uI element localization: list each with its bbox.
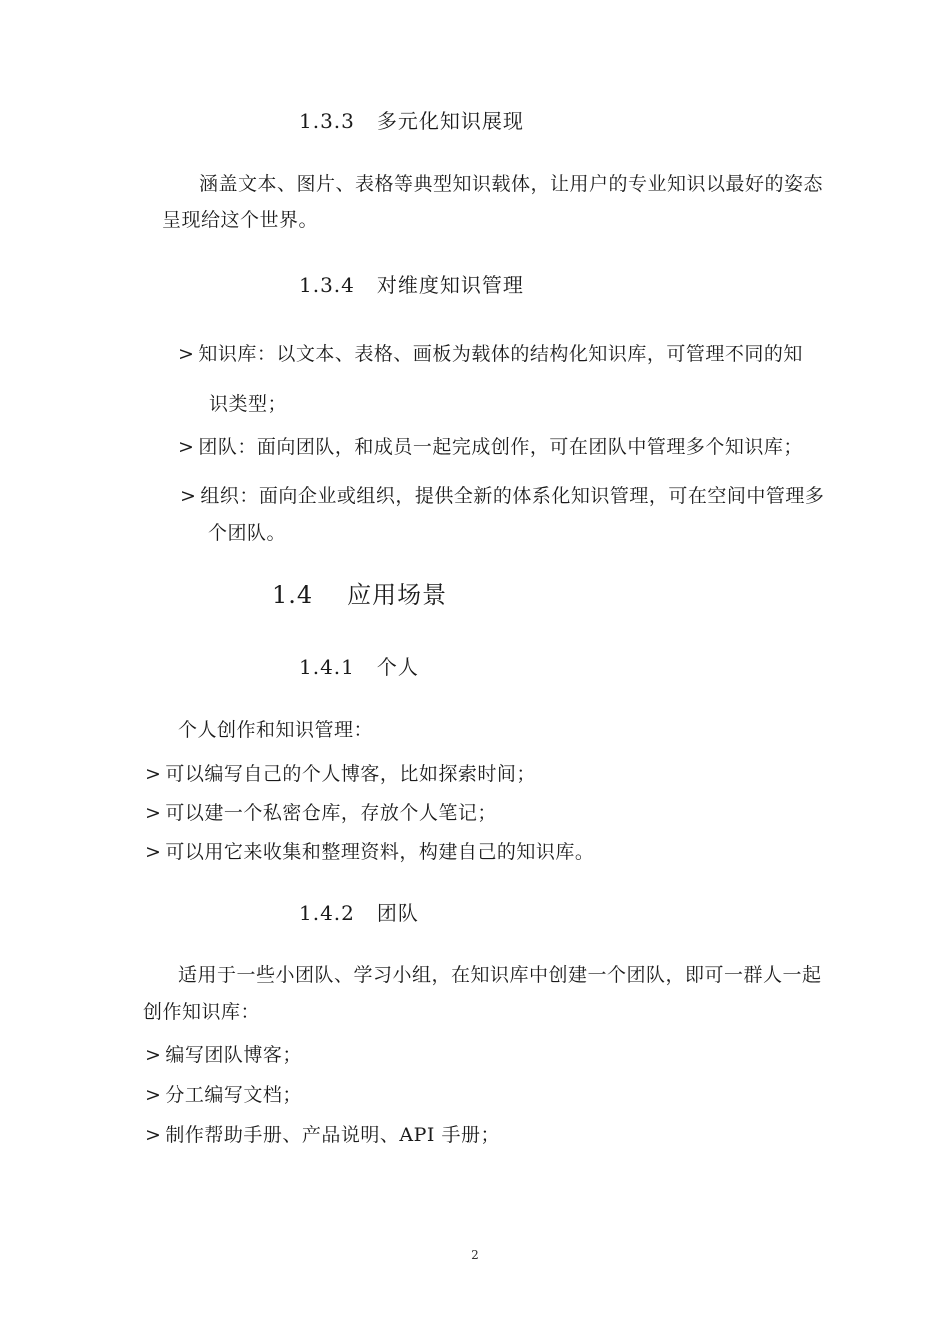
list-item-continuation: 识类型； bbox=[209, 393, 288, 415]
list-item bbox=[145, 1123, 500, 1147]
paragraph-line: 涵盖文本、图片、表格等典型知识载体，让用户的专业知识以最好的姿态 bbox=[199, 173, 824, 195]
bullet-marker: > bbox=[145, 1044, 162, 1066]
section-title: 多元化知识展现 bbox=[376, 109, 524, 133]
paragraph-line: 创作知识库： bbox=[143, 1001, 261, 1023]
list-item bbox=[145, 801, 497, 825]
bullet-marker: > bbox=[178, 436, 195, 458]
paragraph-line: 呈现给这个世界。 bbox=[162, 209, 319, 231]
bullet-marker: > bbox=[145, 1124, 162, 1146]
list-item-text: 团队：面向团队，和成员一起完成创作，可在团队中管理多个知识库； bbox=[198, 436, 803, 458]
section-number: 1.3.4 bbox=[299, 273, 355, 297]
list-item bbox=[178, 342, 803, 366]
section-heading-1-4-1 bbox=[299, 654, 419, 680]
section-heading-1-4-2 bbox=[299, 900, 419, 926]
section-number: 1.4.2 bbox=[299, 901, 355, 925]
list-item bbox=[145, 840, 594, 864]
section-title: 团队 bbox=[376, 901, 419, 925]
bullet-marker: > bbox=[145, 802, 162, 824]
list-item bbox=[145, 1043, 302, 1067]
list-item-text: 制作帮助手册、产品说明、API 手册； bbox=[165, 1124, 500, 1146]
list-item-text: 编写团队博客； bbox=[165, 1044, 302, 1066]
list-item bbox=[178, 435, 803, 459]
section-number: 1.4 bbox=[272, 581, 314, 609]
list-item-text: 可以建一个私密仓库，存放个人笔记； bbox=[165, 802, 497, 824]
list-item-text: 分工编写文档； bbox=[165, 1084, 302, 1106]
section-number: 1.3.3 bbox=[299, 109, 355, 133]
list-item bbox=[145, 1083, 302, 1107]
bullet-marker: > bbox=[180, 485, 197, 507]
section-heading-1-3-3 bbox=[299, 108, 524, 134]
bullet-marker: > bbox=[178, 343, 195, 365]
section-title: 应用场景 bbox=[347, 581, 448, 609]
bullet-marker: > bbox=[145, 1084, 162, 1106]
section-title: 个人 bbox=[376, 655, 419, 679]
section-heading-1-3-4 bbox=[299, 272, 524, 298]
bullet-marker: > bbox=[145, 841, 162, 863]
bullet-marker: > bbox=[145, 763, 162, 785]
section-title: 对维度知识管理 bbox=[376, 273, 524, 297]
section-heading-1-4 bbox=[272, 580, 447, 610]
section-number: 1.4.1 bbox=[299, 655, 355, 679]
paragraph-line: 适用于一些小团队、学习小组，在知识库中创建一个团队，即可一群人一起 bbox=[178, 964, 822, 986]
list-item-text: 知识库：以文本、表格、画板为载体的结构化知识库，可管理不同的知 bbox=[198, 343, 803, 365]
page-number: 2 bbox=[471, 1248, 479, 1262]
list-item-continuation: 个团队。 bbox=[208, 522, 287, 544]
list-item-text: 组织：面向企业或组织，提供全新的体系化知识管理，可在空间中管理多 bbox=[200, 485, 825, 507]
list-item-text: 可以用它来收集和整理资料，构建自己的知识库。 bbox=[165, 841, 595, 863]
list-item bbox=[180, 484, 824, 508]
list-item bbox=[145, 762, 536, 786]
list-item-text: 可以编写自己的个人博客，比如探索时间； bbox=[165, 763, 536, 785]
paragraph-line: 个人创作和知识管理： bbox=[178, 719, 374, 741]
